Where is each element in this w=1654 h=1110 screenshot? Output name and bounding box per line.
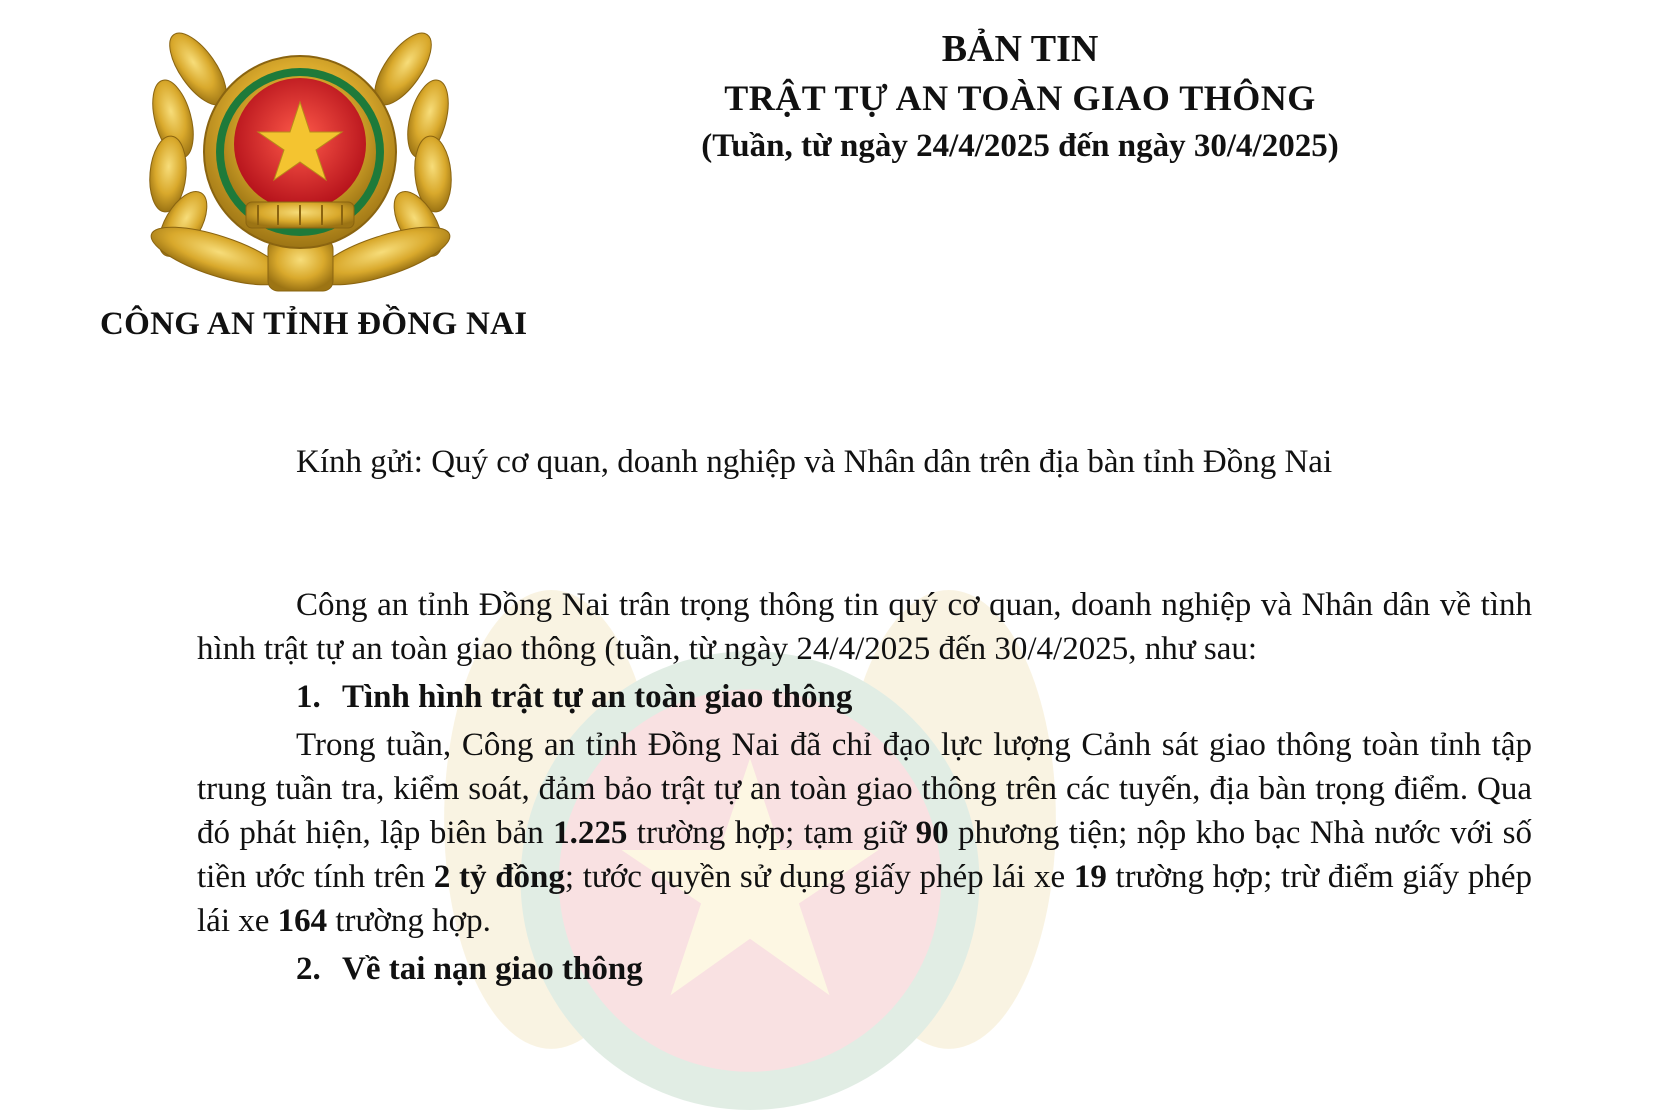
section-number: 1.	[296, 679, 321, 715]
section-number: 2.	[296, 951, 321, 987]
section-title: Tình hình trật tự an toàn giao thông	[342, 679, 853, 715]
text-segment: trường hợp.	[327, 903, 491, 939]
police-emblem-icon	[128, 24, 473, 302]
text-segment: Trong tuần, Công an tỉnh Đồng Nai đã chỉ đạo lực lượng Cảnh sát giao thông toàn tỉnh tập trung tuần tra, kiểm soát, đảm bảo trật tự an toàn giao thông trên các tuyến, địa bàn trọng điểm. Qua đó phát hiện, lập biên bản	[197, 727, 1532, 851]
bulletin-title: BẢN TIN	[941, 28, 1099, 70]
text-segment: trường hợp; trừ điểm giấy phép lái xe	[197, 859, 1533, 939]
bulletin-header	[570, 24, 1470, 170]
bulletin-subtitle: TRẬT TỰ AN TOÀN GIAO THÔNG	[724, 78, 1316, 118]
fine-amount: 2 tỷ đồng	[433, 859, 565, 895]
section-1-paragraph	[197, 723, 1532, 943]
section-title: Về tai nạn giao thông	[342, 951, 643, 987]
text-segment: ; tước quyền sử dụng giấy phép lái xe	[564, 859, 1074, 895]
document-body	[197, 583, 1532, 995]
section-heading-1	[197, 671, 1532, 723]
intro-paragraph: Công an tỉnh Đồng Nai trân trọng thông tin quý cơ quan, doanh nghiệp và Nhân dân về tình hình trật tự an toàn giao thông (tuần, từ ngày 24/4/2025 đến 30/4/2025, như sau:	[197, 587, 1532, 667]
section-heading-2	[197, 943, 1532, 995]
text-segment: phương tiện; nộp kho bạc Nhà nước với số tiền ước tính trên	[197, 815, 1532, 895]
cases-count: 1.225	[553, 815, 628, 851]
vehicles-count: 90	[915, 815, 949, 851]
greeting-line: Kính gửi: Quý cơ quan, doanh nghiệp và Nhân dân trên địa bàn tỉnh Đồng Nai	[296, 444, 1333, 480]
bulletin-period: (Tuần, từ ngày 24/4/2025 đến ngày 30/4/2025)	[701, 128, 1339, 164]
revoked-count: 19	[1073, 859, 1107, 895]
agency-name: CÔNG AN TỈNH ĐỒNG NAI	[100, 306, 528, 342]
points-deducted-count: 164	[277, 903, 328, 939]
text-segment: trường hợp; tạm giữ	[627, 815, 916, 851]
